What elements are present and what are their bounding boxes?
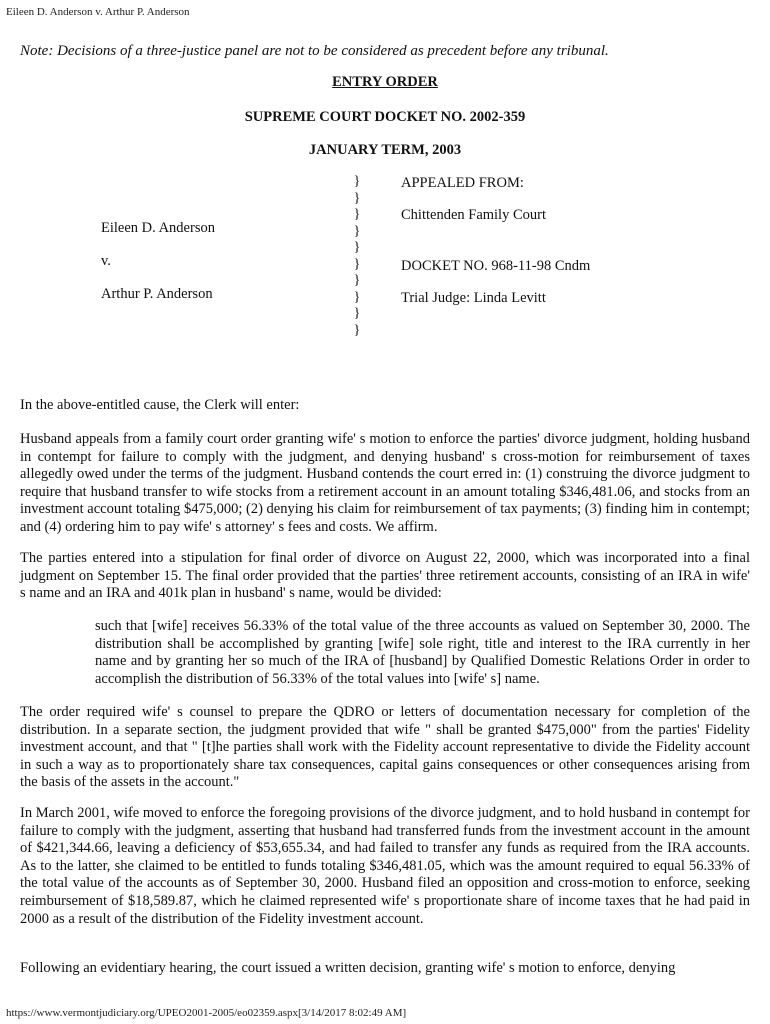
caption-brace: } — [353, 289, 361, 305]
caption-brace: } — [353, 256, 361, 272]
versus-label: v. — [101, 253, 111, 269]
caption-brace: } — [353, 223, 361, 239]
caption-brace: } — [353, 174, 361, 189]
caption-brace: } — [353, 240, 361, 255]
supreme-court-docket: SUPREME COURT DOCKET NO. 2002-359 — [244, 109, 526, 125]
body-paragraph: Following an evidentiary hearing, the court issued a written decision, granting wife' s motion to enforce, denying — [20, 960, 676, 976]
party-defendant: Arthur P. Anderson — [101, 286, 213, 302]
body-paragraph: The parties entered into a stipulation for final order of divorce on August 22, 2000, which was incorporated into a final judgment on September 15. The final order provided that the parties' three retirement accounts, consisting of an IRA in wife' s name and an IRA and 401k plan in husband' s name, would be divided: — [20, 550, 750, 602]
caption-brace: } — [353, 190, 361, 206]
running-head: Eileen D. Anderson v. Arthur P. Anderson — [6, 6, 190, 18]
lower-court-docket: DOCKET NO. 968-11-98 Cndm — [401, 258, 591, 274]
party-plaintiff: Eileen D. Anderson — [101, 220, 215, 236]
body-paragraph: The order required wife' s counsel to prepare the QDRO or letters of documentation necessary for completion of the distribution. In a separate section, the judgment provided that wife " shall be granted $475,000" from the parties' Fidelity investment account, and that " [t]he parties shall work with the Fidelity account representative to divide the Fidelity account in such a way as to proportionately share tax consequences, capital gains consequences or other consequences arising from the basis of the assets in the account." — [20, 704, 750, 791]
clerk-intro: In the above-entitled cause, the Clerk will enter: — [20, 397, 300, 413]
caption-brace: } — [353, 322, 361, 338]
appealed-from-label: APPEALED FROM: — [401, 175, 524, 191]
caption-brace: } — [353, 273, 361, 288]
trial-judge: Trial Judge: Linda Levitt — [401, 290, 546, 306]
court-term: JANUARY TERM, 2003 — [308, 142, 462, 158]
caption-brace: } — [353, 306, 361, 321]
lower-court-name: Chittenden Family Court — [401, 207, 546, 223]
caption-brace-column — [350, 174, 364, 339]
body-paragraph: Husband appeals from a family court order granting wife' s motion to enforce the parties' divorce judgment, holding husband in contempt for failure to comply with the judgment, and denying husband' s cross-motion for reimbursement of taxes allegedly owed under the terms of the judgment. Husband contends the court erred in: (1) construing the divorce judgment to require that husband transfer to wife stocks from a retirement account in an amount totaling $346,481.06, and stocks from an investment account totaling $475,000; (2) denying his claim for reimbursement of tax payments; (3) finding him in contempt; and (4) ordering him to pay wife' s attorney' s fees and costs. We affirm. — [20, 431, 750, 535]
precedent-note: Note: Decisions of a three-justice panel are not to be considered as precedent before any tribunal. — [20, 43, 609, 59]
caption-brace: } — [353, 207, 361, 222]
block-quote: such that [wife] receives 56.33% of the total value of the three accounts as valued on September 30, 2000. The distribution shall be accomplished by granting [wife] sole right, title and interest to the IRA currently in her name and by granting her so much of the IRA of [husband] by Qualified Domestic Relations Order in order to accomplish the distribution of 56.33% of the total values into [wife' s] name. — [95, 618, 750, 687]
entry-order-title: ENTRY ORDER — [332, 74, 438, 90]
footer-url: https://www.vermontjudiciary.org/UPEO2001-2005/eo02359.aspx[3/14/2017 8:02:49 AM] — [6, 1007, 407, 1019]
body-paragraph: In March 2001, wife moved to enforce the foregoing provisions of the divorce judgment, and to hold husband in contempt for failure to comply with the judgment, asserting that husband had transferred funds from the investment account in the amount of $421,344.66, leaving a deficiency of $53,655.34, and had failed to transfer any funds as required from the IRA accounts. As to the latter, she claimed to be entitled to funds totaling $346,481.05, which was the amount required to equal 56.33% of the total value of the accounts as of September 30, 2000. Husband filed an opposition and cross-motion to enforce, seeking reimbursement of $18,589.87, which he claimed represented wife' s proportionate share of income taxes that he had paid in 2000 as a result of the distribution of the Fidelity investment account. — [20, 805, 750, 927]
